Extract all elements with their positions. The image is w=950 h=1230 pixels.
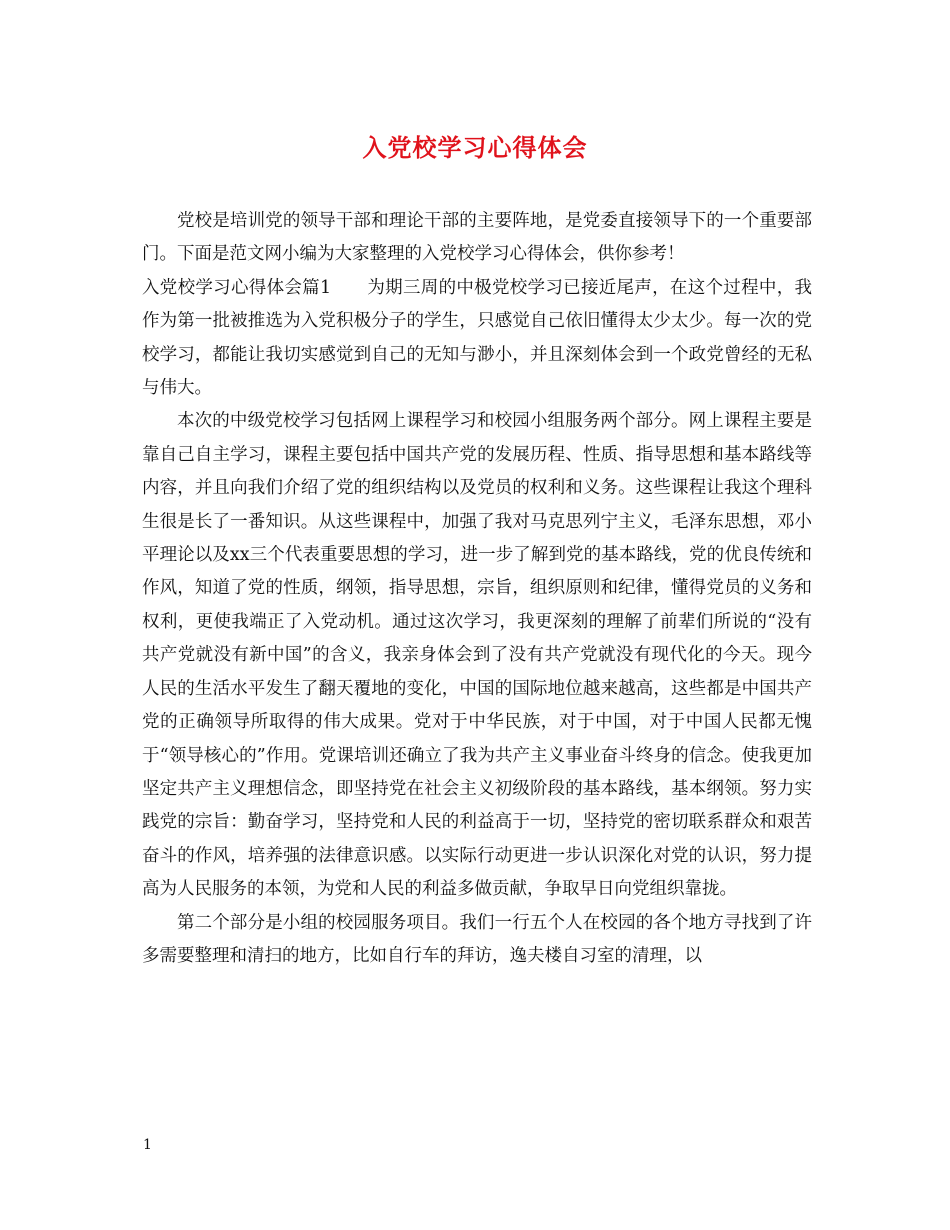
intro-paragraph: 党校是培训党的领导干部和理论干部的主要阵地，是党委直接领导下的一个重要部门。下面是范文网小编为大家整理的入党校学习心得体会，供你参考！ xyxy=(142,211,812,265)
paragraph-campus-service: 第二个部分是小组的校园服务项目。我们一行五个人在校园的各个地方寻找到了许多需要整理和清扫的地方，比如自行车的拜访，逸夫楼自习室的清理，以 xyxy=(142,912,812,966)
paragraph-online-courses: 本次的中级党校学习包括网上课程学习和校园小组服务两个部分。网上课程主要是靠自己自主学习，课程主要包括中国共产党的发展历程、性质、指导思想和基本路线等内容，并且向我们介绍了党的组织结构以及党员的权利和义务。这些课程让我这个理科生很是长了一番知识。从这些课程中，加强了我对马克思列宁主义，毛泽东思想，邓小平理论以及xx三个代表重要思想的学习，进一步了解到党的基本路线，党的优良传统和作风，知道了党的性质，纲领，指导思想，宗旨，组织原则和纪律，懂得党员的义务和权利，更使我端正了入党动机。通过这次学习，我更深刻的理解了前辈们所说的“没有共产党就没有新中国”的含义，我亲身体会到了没有共产党就没有现代化的今天。现今人民的生活水平发生了翻天覆地的变化，中国的国际地位越来越高，这些都是中国共产党的正确领导所取得的伟大成果。党对于中华民族，对于中国，对于中国人民都无愧于“领导核心的”作用。党课培训还确立了我为共产主义事业奋斗终身的信念。使我更加坚定共产主义理想信念，即坚持党在社会主义初级阶段的基本路线，基本纲领。努力实践党的宗旨：勤奋学习，坚持党和人民的利益高于一切，坚持党的密切联系群众和艰苦奋斗的作风，培养强的法律意识感。以实际行动更进一步认识深化对党的认识，努力提高为人民服务的本领，为党和人民的利益多做贡献，争取早日向党组织靠拢。 xyxy=(142,411,812,900)
page-number: 1 xyxy=(143,1137,152,1153)
document-body xyxy=(142,205,812,973)
section1-heading: 入党校学习心得体会篇1 xyxy=(142,277,332,298)
document-title: 入党校学习心得体会 xyxy=(362,133,588,162)
section1-text: 为期三周的中极党校学习已接近尾声，在这个过程中，我作为第一批被推选为入党积极分子的学生，只感觉自己依旧懂得太少太少。每一次的党校学习，都能让我切实感觉到自己的无知与渺小，并且深刻体会到一个政党曾经的无私与伟大。 xyxy=(142,277,812,399)
section1-paragraph xyxy=(142,272,812,406)
